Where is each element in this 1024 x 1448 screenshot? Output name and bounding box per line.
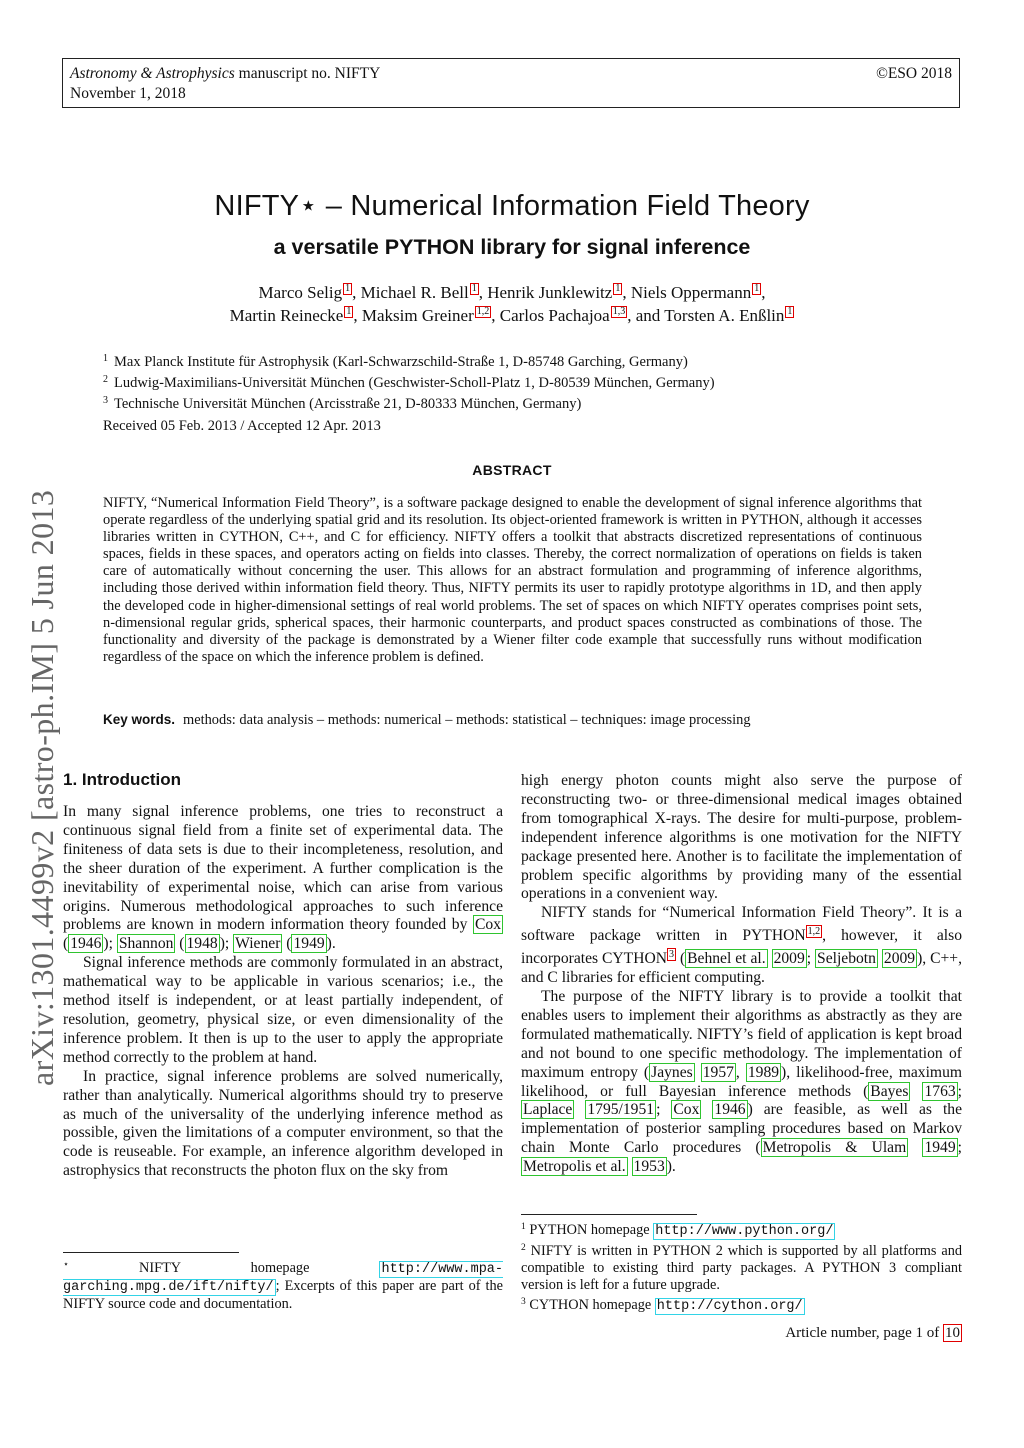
abstract-body: NIFTY, “Numerical Information Field Theory”, is a software package designed to enable the development of signal inference algorithms that operate regardless of the underlying spatial grid and its resolution. Its object-oriented framework is written in PYTHON, although it accesses libraries written in CYTHON, C++, and C for efficiency. NIFTY offers a toolkit that abstracts discretized representations of continuous spaces, fields in these spaces, and operators acting on fields into classes. Thereby, the correct normalization of operations on fields is taken care of automatically without concerning the user. This allows for an abstract formulation and programming of inference algorithms, including those derived within information field theory. Thus, NIFTY permits its user to rapidly prototype algorithms in 1D, and then apply the developed code in higher-dimensional settings of real world problems. The set of spaces on which NIFTY operates comprises point sets, n-dimensional regular grids, spherical spaces, their harmonic counterparts, and product spaces constructed as combinations of those. The functionality and diversity of the package is demonstrated by a Wiener filter code example that successfully runs without modification regardless of the space on which the inference problem is defined.	[103, 495, 922, 665]
footnote-left: ⋆ NIFTY homepage http://www.mpa-garching.mpg.de/ift/nifty/ ; Excerpts of this paper are part of the NIFTY source code and documentation.	[63, 1260, 504, 1312]
right-column	[521, 772, 962, 1177]
author-separator: ,	[761, 283, 766, 302]
paragraph: Signal inference methods are commonly formulated in an abstract, mathematical way to be applicable in various scenarios; i.e., the method itself is independent, or at least partially independent, of resolution, geometry, physical size, or even dimensionality of the inference problem. It then is up to the user to apply the appropriate method correctly to the problem at hand.	[63, 954, 503, 1066]
paper-subtitle: a versatile PYTHON library for signal inference	[273, 235, 751, 259]
affiliation-ref[interactable]: 1,3	[612, 306, 626, 317]
citation-link[interactable]: Cox	[673, 1101, 700, 1119]
citation-link[interactable]: 1763	[924, 1082, 956, 1100]
paragraph: high energy photon counts might also serve the purpose of reconstructing two- or three-dimensional medical images obtained from tomographical X-rays. The desire for multi-purpose, problem-independent inference algorithms is one motivation for the NIFTY package presented here. Another is to facilitate the implementation of problem specific algorithms by providing many of the essential operations in a convenient way.	[521, 772, 962, 903]
journal-header	[62, 58, 960, 108]
citation-link[interactable]: 1949	[293, 935, 325, 953]
citation-link[interactable]: 1957	[702, 1063, 734, 1081]
paragraph: In many signal inference problems, one tries to reconstruct a continuous signal field from a finite set of experimental data. The finiteness of data sets is due to their incompleteness, resolution, and the sheer duration of the experiment. A further complication is the inevitability of experimental noise, which can arise from various origins. Numerous methodological approaches to such inference problems are known in modern information theory founded by Cox ( 1946 ); Shannon ( 1948 ); Wiener ( 1949 ).	[63, 803, 503, 953]
section-heading-introduction: 1. Introduction	[63, 770, 182, 789]
citation-link[interactable]: 1989	[747, 1063, 780, 1081]
footnote: $^3$ CYTHON homepage http://cython.org/	[521, 1297, 803, 1314]
affiliation: $^2$ Ludwig-Maximilians-Universität München (Geschwister-Scholl-Platz 1, D-80539 München, Germany)	[103, 374, 715, 391]
citation-link[interactable]: 1953	[633, 1158, 665, 1176]
author-line-1	[0, 281, 1024, 304]
citation-link[interactable]: Bayes	[870, 1082, 909, 1100]
citation-link[interactable]: 1949	[924, 1139, 956, 1157]
citation-link[interactable]: Behnel et al.	[687, 950, 766, 968]
python-homepage-link[interactable]: http://www.python.org/	[655, 1224, 834, 1239]
nifty-homepage-link[interactable]: http://www.mpa-garching.mpg.de/ift/nifty/	[63, 1262, 504, 1295]
copyright: ©ESO 2018	[876, 65, 952, 82]
author-name: Marco Selig	[258, 283, 343, 302]
arxiv-stamp: arXiv:1301.4499v2 [astro-ph.IM] 5 Jun 2013	[24, 489, 60, 1086]
affiliation-ref[interactable]: 1	[754, 283, 760, 294]
author-name: Martin Reinecke	[229, 306, 344, 325]
paragraph: The purpose of the NIFTY library is to provide a toolkit that enables users to implement their algorithms as abstractly as they are formulated mathematically. NIFTY’s field of application is kept broad and not bound to one specific methodology. The implementation of maximum entropy ( Jaynes 1957 , 1989 ), likelihood-free, maximum likelihood, or full Bayesian inference methods ( Bayes 1763 ; Laplace 1795/1951 ; Cox 1946 ) are feasible, as well as the implementation of posterior sampling procedures based on Markov chain Monte Carlo procedures ( Metropolis & Ulam 1949 ; Metropolis et al. 1953 ).	[521, 987, 963, 1176]
author-name: Maksim Greiner	[361, 306, 474, 325]
author-name: Michael R. Bell	[360, 283, 469, 302]
keywords	[103, 711, 922, 729]
footnote-ref[interactable]: 3	[669, 949, 674, 961]
author-name: Carlos Pachajoa	[499, 306, 610, 325]
affiliation: $^1$ Max Planck Institute für Astrophysik (Karl-Schwarzschild-Straße 1, D-85748 Garching, Germany)	[103, 353, 688, 370]
citation-link[interactable]: Wiener	[235, 935, 281, 953]
citation-link[interactable]: 1948	[186, 935, 218, 953]
total-pages-link[interactable]: 10	[945, 1325, 960, 1341]
author-name: Henrik Junklewitz	[487, 283, 613, 302]
citation-link[interactable]: 1946	[714, 1101, 746, 1119]
affiliation-ref[interactable]: 1,2	[476, 306, 490, 317]
author-separator: ,	[622, 283, 631, 302]
footnote-rule	[521, 1214, 697, 1215]
citation-link[interactable]: 1795/1951	[587, 1101, 655, 1119]
citation-link[interactable]: Laplace	[523, 1101, 573, 1119]
author-separator: ,	[353, 306, 362, 325]
journal-line	[70, 64, 380, 84]
affiliations	[103, 350, 923, 413]
author-name: Torsten A. Enßlin	[664, 306, 785, 325]
paragraph: In practice, signal inference problems are solved numerically, rather than analytically. Numerical algorithms should try to preserve as much of the universality of the underlying inference method as possible, given the limitations of a computer environment, so that the code is reuseable. For example, an inference algorithm developed in astrophysics that reconstructs the photon flux on the sky from	[63, 1067, 503, 1180]
affiliation-ref[interactable]: 1	[787, 306, 793, 317]
author-line-2	[0, 304, 1024, 327]
received-date: Received 05 Feb. 2013 / Accepted 12 Apr. 2013	[103, 418, 381, 434]
author-separator: ,	[352, 283, 361, 302]
footnote: $^1$ PYTHON homepage http://www.python.org/	[521, 1222, 834, 1239]
citation-link[interactable]: 2009	[773, 950, 805, 968]
author-list	[0, 281, 1024, 327]
journal-name: Astronomy & Astrophysics	[70, 65, 235, 82]
citation-link[interactable]: 1946	[70, 935, 102, 953]
citation-link[interactable]: Metropolis et al.	[523, 1158, 626, 1176]
affiliation-ref[interactable]: 1	[471, 283, 477, 294]
header-date: November 1, 2018	[70, 85, 186, 102]
affiliation-ref[interactable]: 1	[615, 283, 621, 294]
footnote-rule	[63, 1252, 239, 1253]
author-separator: ,	[491, 306, 500, 325]
affiliation-ref[interactable]: 1	[345, 283, 351, 294]
author-separator: , and	[627, 306, 665, 325]
paper-title-text: NIFTY⋆ – Numerical Information Field Theory	[214, 190, 810, 222]
citation-link[interactable]: Shannon	[118, 935, 174, 953]
author-name: Niels Oppermann	[630, 283, 752, 302]
author-separator: ,	[478, 283, 488, 302]
citation-link[interactable]: Cox	[475, 916, 501, 934]
cython-homepage-link[interactable]: http://cython.org/	[656, 1299, 803, 1314]
keywords-label: Key words.	[103, 712, 176, 727]
footnote: $^2$ NIFTY is written in PYTHON 2 which is supported by all platforms and compatible to existing third party packages. A PYTHON 3 compliant version is left for a future upgrade.	[521, 1243, 962, 1293]
citation-link[interactable]: Jaynes	[651, 1063, 693, 1081]
left-column	[63, 803, 503, 1181]
citation-link[interactable]: Seljebotn	[817, 950, 876, 968]
citation-link[interactable]: 2009	[883, 950, 916, 968]
footnote-ref[interactable]: 1,2	[807, 926, 821, 938]
keywords-text: methods: data analysis – methods: numerical – methods: statistical – techniques: image processing	[183, 712, 751, 728]
affiliation: $^3$ Technische Universität München (Arcisstraße 21, D-80333 München, Germany)	[103, 395, 582, 412]
paper-title	[0, 188, 1024, 223]
footnotes-right	[521, 1219, 962, 1315]
affiliation-ref[interactable]: 1	[346, 306, 352, 317]
citation-link[interactable]: Metropolis & Ulam	[762, 1139, 907, 1157]
page-footer	[785, 1325, 962, 1342]
abstract-heading: ABSTRACT	[472, 462, 552, 478]
paragraph: NIFTY stands for “Numerical Information Field Theory”. It is a software package written in PYTHON $^{1,2}$ , however, it also incorporates CYTHON $^3$ ( Behnel et al. 2009 ; Seljebotn 2009 ), C++, and C libraries for efficient computing.	[521, 904, 963, 987]
page-number-text: Article number, page 1 of	[785, 1325, 943, 1341]
manuscript-id: manuscript no. NIFTY	[238, 65, 381, 82]
